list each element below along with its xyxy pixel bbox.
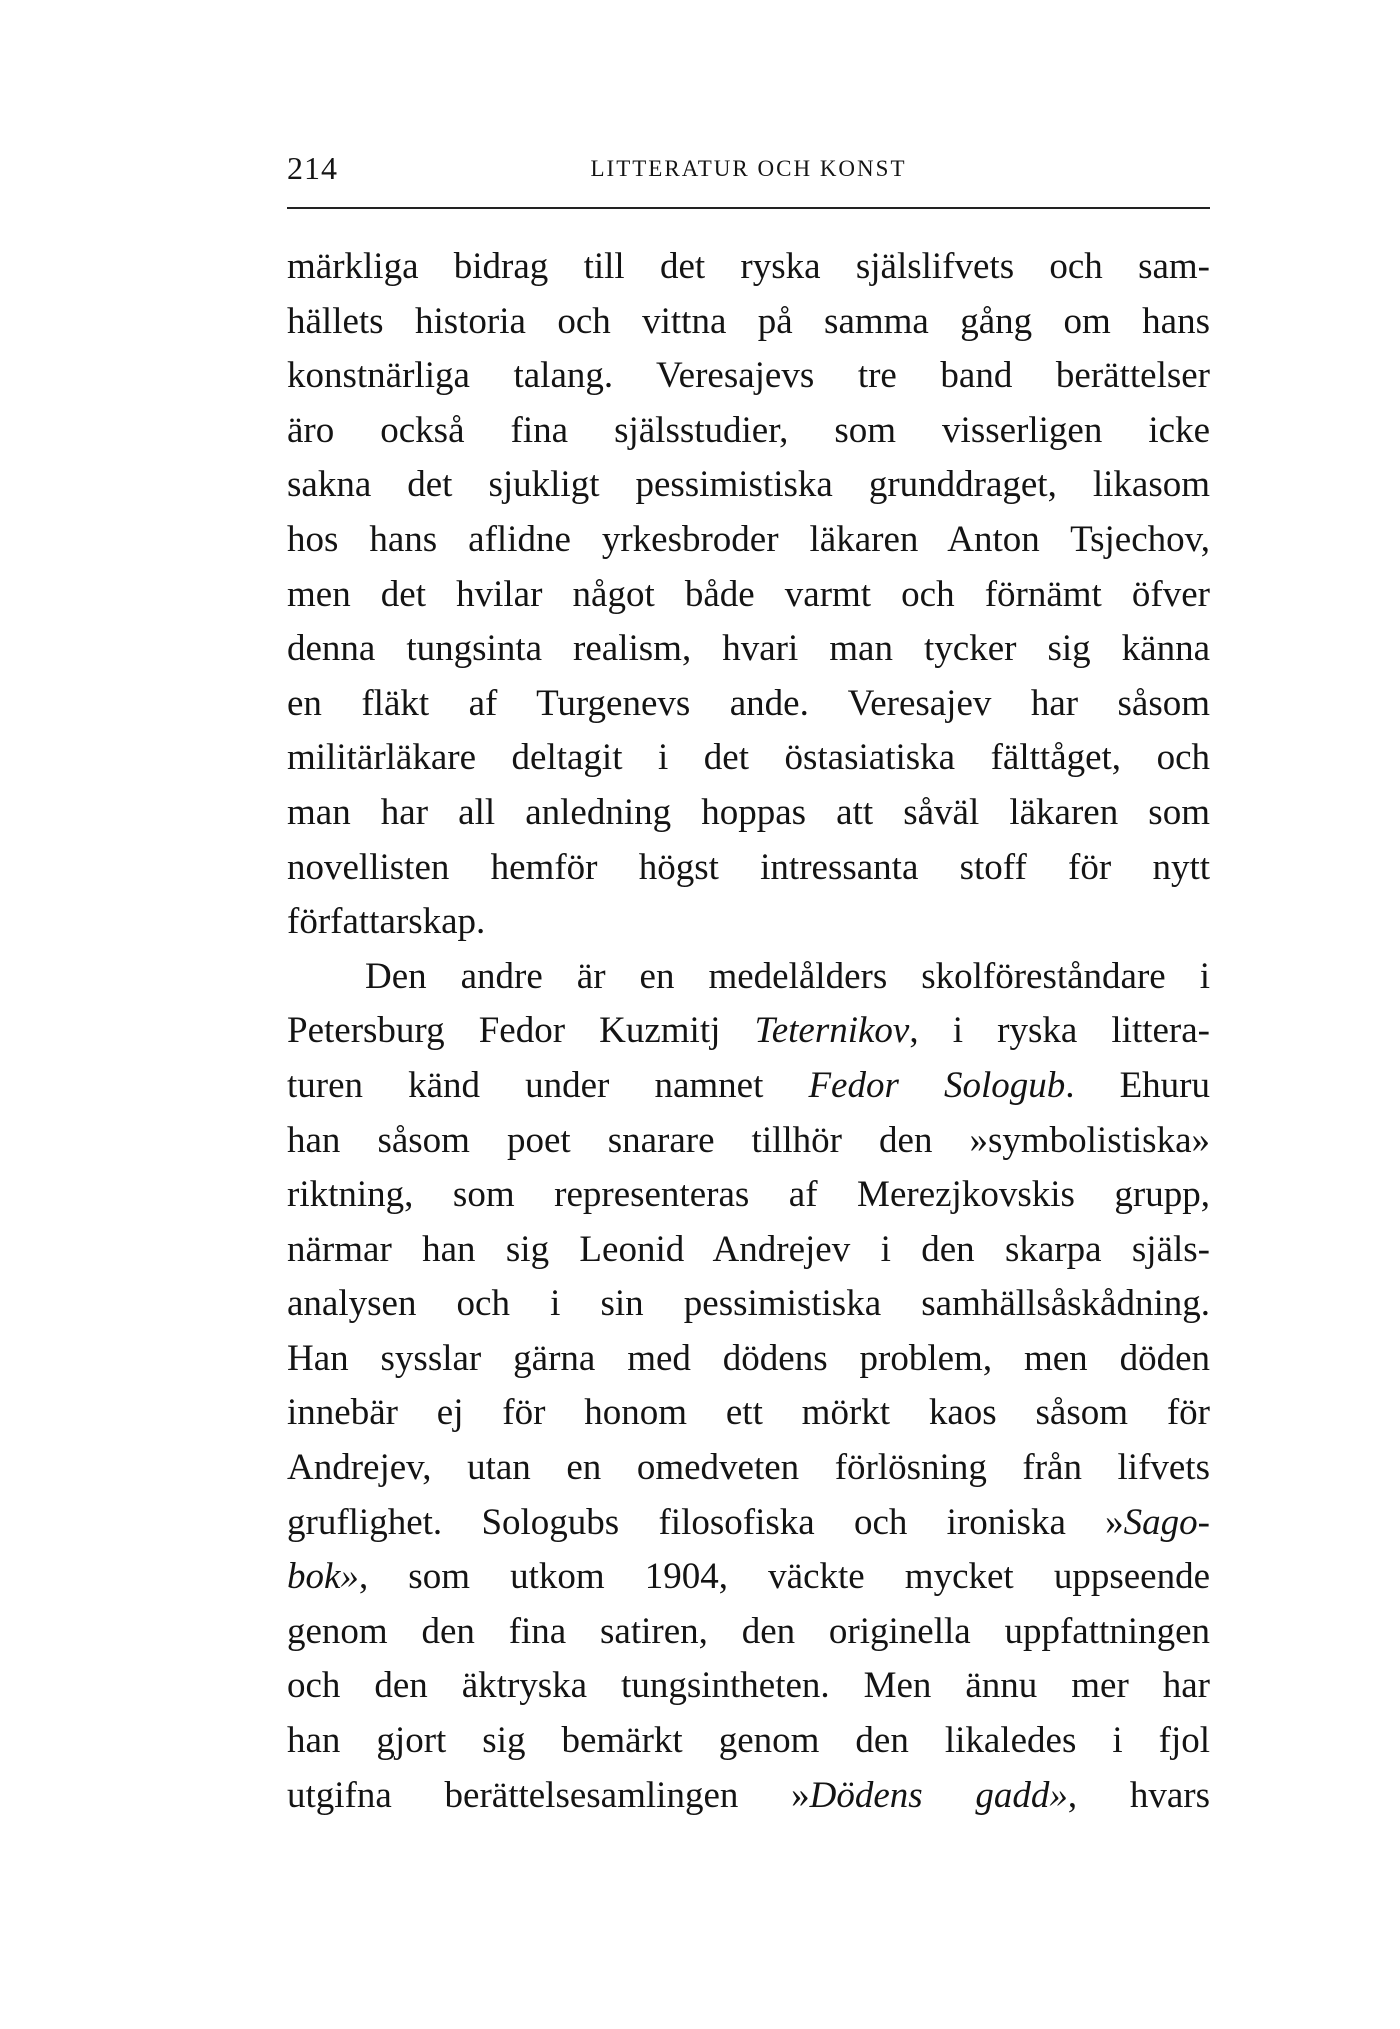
text-line: han såsom poet snarare tillhör den »symbolistiska» — [287, 1119, 1210, 1161]
running-title: LITTERATUR OCH KONST — [590, 156, 907, 181]
text-line: hällets historia och vittna på samma gång om hans — [287, 300, 1210, 342]
header-rule — [287, 207, 1210, 209]
text-line: denna tungsinta realism, hvari man tycker sig känna — [287, 628, 1210, 670]
text-line: hos hans aflidne yrkesbroder läkaren Anton Tsjechov, — [287, 518, 1210, 560]
text-line: militärläkare deltagit i det östasiatiska fälttåget, och — [287, 737, 1210, 779]
text-line: författarskap. — [287, 901, 486, 943]
text-line: Han sysslar gärna med dödens problem, men döden — [287, 1337, 1210, 1379]
text-line: bok», som utkom 1904, väckte mycket uppseende — [287, 1556, 1210, 1598]
text-line: riktning, som representeras af Merezjkovskis grupp, — [287, 1174, 1210, 1216]
italic-title: Sago- — [1123, 1501, 1210, 1543]
text-line: Den andre är en medelålders skolföreståndare i — [365, 955, 1210, 997]
text-line: genom den fina satiren, den originella uppfattningen — [287, 1610, 1210, 1652]
text-line: turen känd under namnet Fedor Sologub. Ehuru — [287, 1064, 1210, 1106]
text-line: märkliga bidrag till det ryska själslifvets och sam- — [287, 246, 1210, 287]
text-line: sakna det sjukligt pessimistiska grunddraget, likasom — [287, 464, 1210, 506]
text-line: konstnärliga talang. Veresajevs tre band berättelser — [287, 355, 1210, 397]
italic-name: Teternikov — [754, 1010, 910, 1052]
text-line: närmar han sig Leonid Andrejev i den skarpa själs- — [287, 1228, 1210, 1270]
italic-title: bok» — [287, 1556, 359, 1598]
italic-title: Dödens gadd» — [809, 1774, 1068, 1816]
text-line: innebär ej för honom ett mörkt kaos såsom för — [287, 1392, 1210, 1434]
text-line: Petersburg Fedor Kuzmitj Teternikov, i ryska littera- — [287, 1010, 1210, 1052]
text-line: gruflighet. Sologubs filosofiska och ironiska »Sago- — [287, 1501, 1210, 1543]
text-line: analysen och i sin pessimistiska samhällsåskådning. — [287, 1283, 1210, 1325]
text-line: han gjort sig bemärkt genom den likaledes i fjol — [287, 1720, 1210, 1762]
body-text — [287, 240, 1210, 1823]
page-number: 214 — [287, 150, 338, 186]
text-line: äro också fina själsstudier, som visserligen icke — [287, 409, 1210, 451]
italic-name: Fedor Sologub — [808, 1064, 1066, 1106]
text-line: novellisten hemför högst intressanta stoff för nytt — [287, 846, 1210, 888]
text-line: en fläkt af Turgenevs ande. Veresajev har såsom — [287, 682, 1210, 724]
text-line: Andrejev, utan en omedveten förlösning från lifvets — [287, 1447, 1210, 1489]
text-line: men det hvilar något både varmt och förnämt öfver — [287, 573, 1210, 615]
running-head — [287, 150, 1210, 194]
text-line: man har all anledning hoppas att såväl läkaren som — [287, 791, 1210, 833]
text-line: utgifna berättelsesamlingen »Dödens gadd», hvars — [287, 1774, 1210, 1816]
text-line: och den äktryska tungsintheten. Men ännu mer har — [287, 1665, 1210, 1707]
